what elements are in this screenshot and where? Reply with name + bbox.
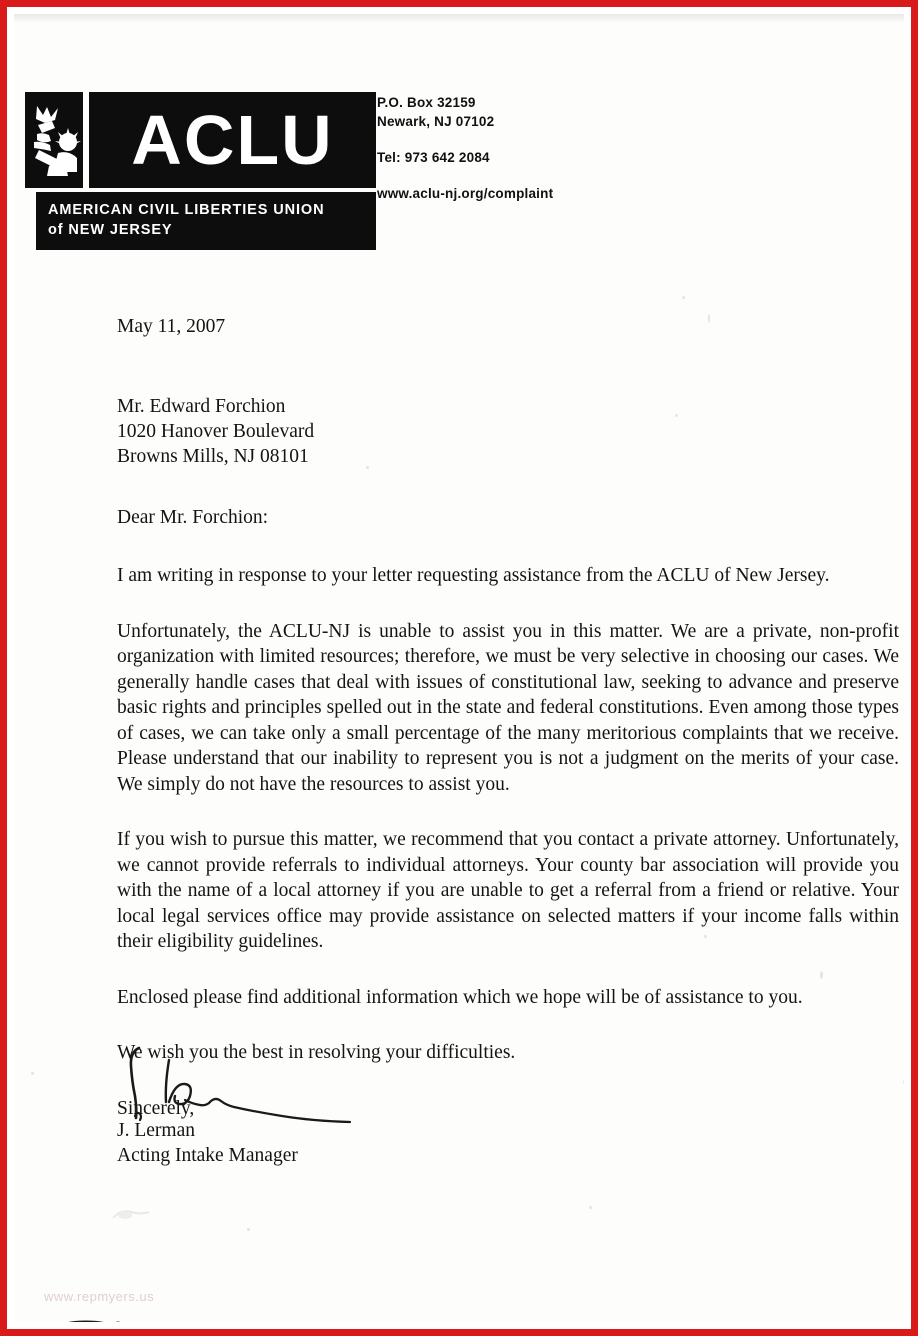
signer-identity <box>117 1118 537 1168</box>
organization-line-2: of NEW JERSEY <box>48 222 173 238</box>
signature-block <box>117 1042 537 1168</box>
scan-edge-shadow <box>14 14 904 23</box>
closing-salutation: Sincerely, <box>117 1097 195 1119</box>
contact-spacer-2 <box>377 167 553 184</box>
scan-speck <box>366 466 369 469</box>
aclu-wordmark: ACLU <box>89 92 376 188</box>
statue-of-liberty-torch-icon <box>25 92 83 188</box>
scan-speck <box>589 1206 592 1209</box>
po-box-line: P.O. Box 32159 <box>377 95 476 110</box>
scan-speck <box>675 414 678 417</box>
scan-surface <box>14 14 904 1322</box>
scan-speck <box>31 1072 34 1075</box>
body-paragraph-1: I am writing in response to your letter requesting assistance from the ACLU of New Jersey. <box>117 565 830 586</box>
scan-speck <box>682 296 685 299</box>
website-line: www.aclu-nj.org/complaint <box>377 186 554 201</box>
body-paragraph-2: Unfortunately, the ACLU-NJ is unable to assist you in this matter. We are a private, non-profit organization with limited resources; therefore, we must be very selective in choosing our cases. We generally handle cases that deal with issues of constitutional law, seeking to advance and preserve basic rights and principles spelled out in the state and federal constitutions. Even among those types of cases, we can take only a small percentage of the many meritorious complaints that we receive. Please understand that our inability to represent you is not a judgment on the merits of your case. We simply do not have the resources to assist you. <box>117 620 899 795</box>
scan-blotch-artifact <box>109 1204 155 1226</box>
salutation: Dear Mr. Forchion: <box>117 506 269 528</box>
contact-info-block <box>377 93 553 203</box>
recipient-name: Mr. Edward Forchion <box>117 395 286 417</box>
organization-name-block <box>36 192 376 250</box>
scan-speck <box>708 314 710 323</box>
recipient-city-state-zip: Browns Mills, NJ 08101 <box>117 445 309 467</box>
contact-spacer-1 <box>377 131 553 148</box>
letter-date: May 11, 2007 <box>117 316 226 337</box>
recipient-street: 1020 Hanover Boulevard <box>117 420 315 442</box>
body-paragraph-3: If you wish to pursue this matter, we recommend that you contact a private attorney. Unfortunately, we cannot provide referrals to individual attorneys. Your county bar association will provide you with the name of a local attorney if you are unable to get a referral from a friend or relative. Your local legal services office may provide assistance on selected matters if your income falls within their eligibility guidelines. <box>117 829 899 952</box>
body-paragraph-5: We wish you the best in resolving your difficulties. <box>117 1042 516 1063</box>
organization-line-1: AMERICAN CIVIL LIBERTIES UNION <box>48 202 325 218</box>
letter-body <box>117 314 899 1121</box>
telephone-line: Tel: 973 642 2084 <box>377 150 490 165</box>
scan-speck <box>820 971 823 979</box>
recipient-address-block <box>117 394 899 469</box>
body-paragraph-4: Enclosed please find additional information which we hope will be of assistance to you. <box>117 986 803 1008</box>
scan-speck <box>704 935 707 938</box>
signer-name: J. Lerman <box>117 1120 195 1141</box>
site-watermark: www.repmyers.us <box>44 1289 155 1304</box>
scan-speck <box>903 1080 904 1084</box>
scan-speck <box>247 1228 250 1231</box>
ink-smudge-artifact <box>52 1319 128 1322</box>
city-state-zip-line: Newark, NJ 07102 <box>377 114 495 129</box>
signer-title: Acting Intake Manager <box>117 1145 298 1166</box>
